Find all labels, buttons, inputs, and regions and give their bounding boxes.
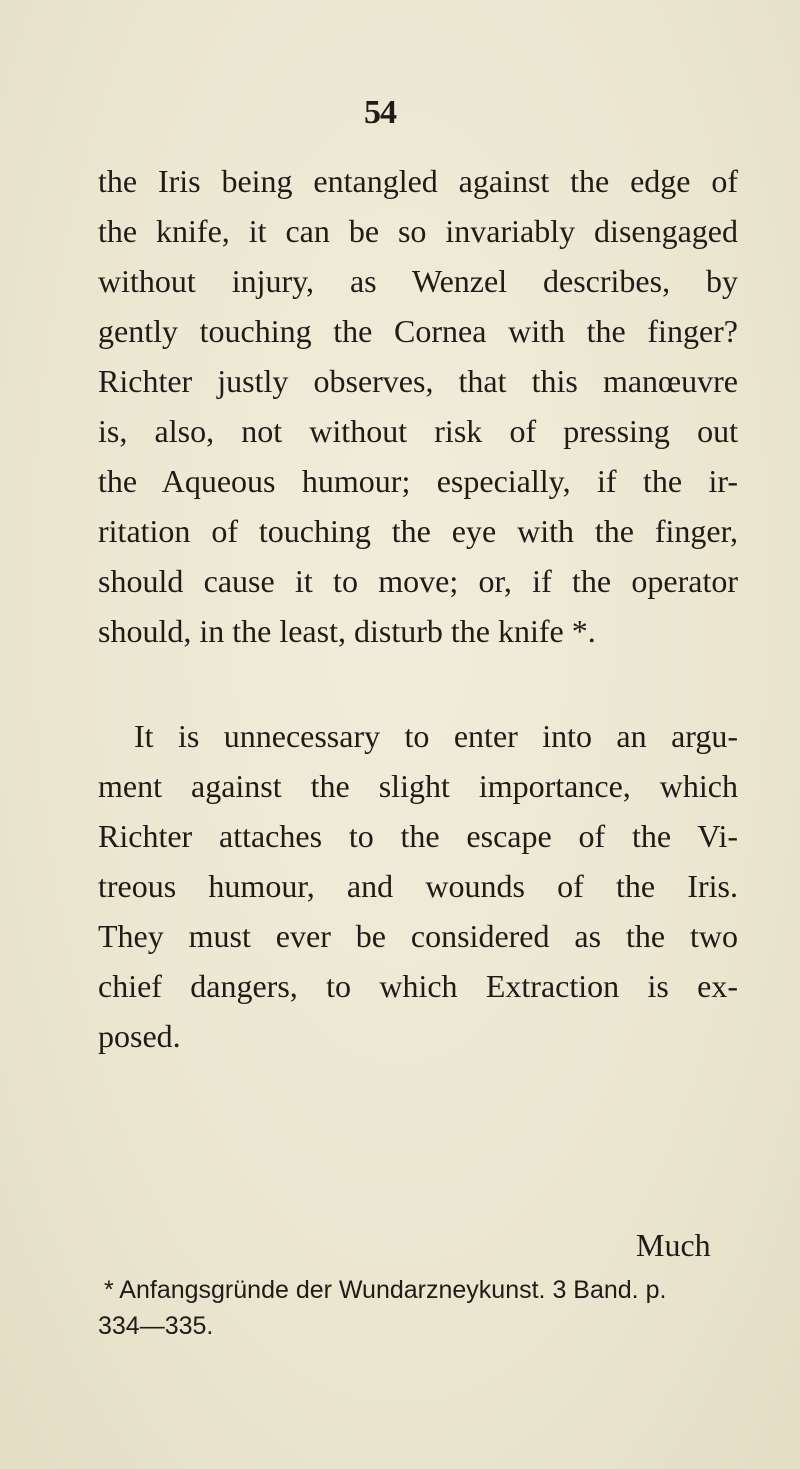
text-line: posed. (98, 1018, 181, 1054)
text-line: Richter justly observes, that this manœuvre (98, 363, 738, 399)
text-line: treous humour, and wounds of the Iris. (98, 868, 738, 904)
text-line: gently touching the Cornea with the finger? (98, 313, 738, 349)
body-text (98, 156, 738, 1061)
text-line: the knife, it can be so invariably disengaged (98, 213, 738, 249)
text-line: They must ever be considered as the two (98, 918, 738, 954)
text-line: ment against the slight importance, which (98, 768, 738, 804)
catchword: Much (636, 1227, 711, 1263)
text-line: should, in the least, disturb the knife *. (98, 613, 596, 649)
text-line: the Aqueous humour; especially, if the ir- (98, 463, 738, 499)
footnote-line: 334—335. (98, 1312, 214, 1340)
text-line: should cause it to move; or, if the operator (98, 563, 738, 599)
footnote (98, 1272, 667, 1344)
text-line: It is unnecessary to enter into an argu- (134, 718, 738, 754)
text-line: ritation of touching the eye with the finger, (98, 513, 738, 549)
text-line: the Iris being entangled against the edge of (98, 163, 738, 199)
paragraph-2 (98, 711, 738, 1061)
paragraph-1 (98, 156, 738, 656)
text-line: is, also, not without risk of pressing out (98, 413, 738, 449)
text-line: Richter attaches to the escape of the Vi- (98, 818, 738, 854)
paragraph-spacer (98, 656, 738, 711)
text-line: without injury, as Wenzel describes, by (98, 263, 738, 299)
footnote-line: * Anfangsgründe der Wundarzneykunst. 3 Band. p. (104, 1276, 667, 1304)
text-line: chief dangers, to which Extraction is ex- (98, 968, 738, 1004)
page-number: 54 (364, 94, 396, 131)
